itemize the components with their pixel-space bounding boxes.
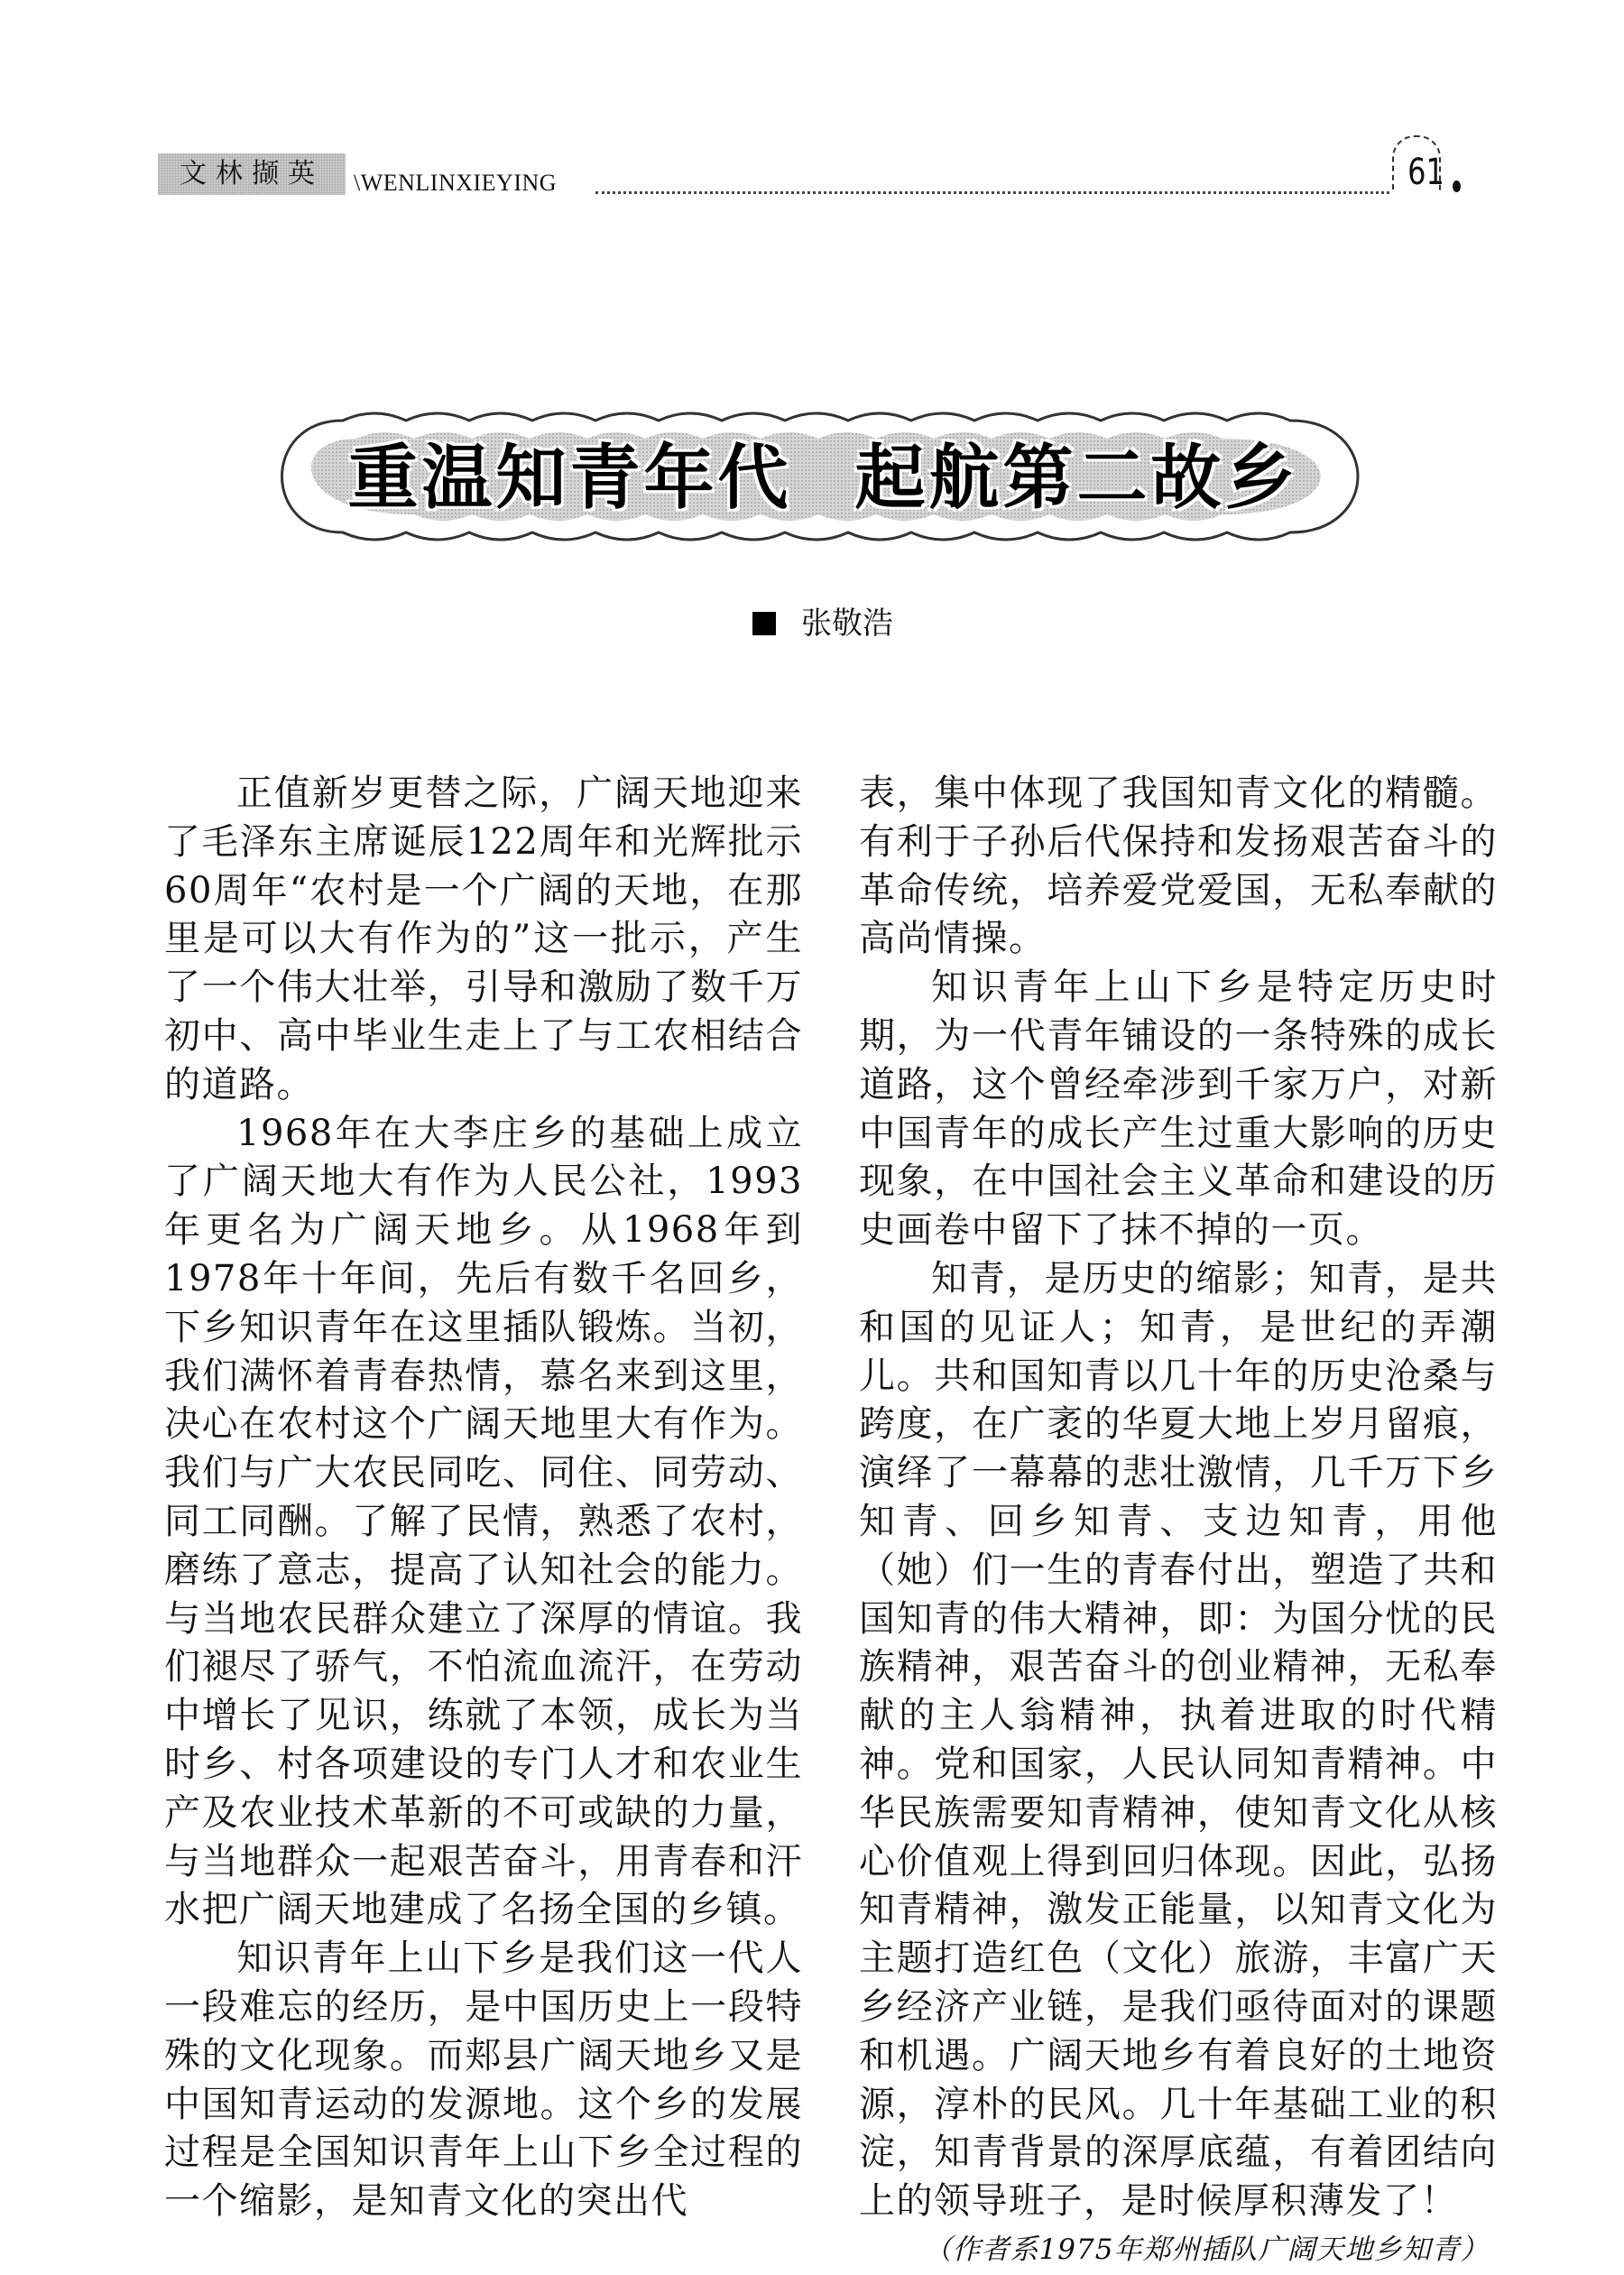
title-part-2: 起航第二故乡 <box>854 438 1299 519</box>
right-column <box>859 770 1498 2275</box>
article-title <box>271 433 1376 523</box>
page-number-dot-decoration <box>1453 180 1461 192</box>
paragraph: 知青，是历史的缩影；知青，是共和国的见证人；知青，是世纪的弄潮儿。共和国知青以几十年的历史沧桑与跨度，在广袤的华夏大地上岁月留痕，演绎了一幕幕的悲壮激情，几千万下乡知青、回乡知青、支边知青，用他（她）们一生的青春付出，塑造了共和国知青的伟大精神，即：为国分忧的民族精神，艰苦奋斗的创业精神，无私奉献的主人翁精神，执着进取的时代精神。党和国家，人民认同知青精神。中华民族需要知青精神，使知青文化从核心价值观上得到回归体现。因此，弘扬知青精神，激发正能量，以知青文化为主题打造红色（文化）旅游，丰富广天乡经济产业链，是我们亟待面对的课题和机遇。广阔天地乡有着良好的土地资源，淳朴的民风。几十年基础工业的积淀，知青背景的深厚底蕴，有着团结向上的领导班子，是时候厚积薄发了！ <box>859 1257 1498 2223</box>
page-number: 61 <box>1407 152 1444 193</box>
left-column <box>164 770 803 2226</box>
section-label-cn: 文林撷英 <box>158 153 346 195</box>
black-square-bullet-icon <box>752 612 776 635</box>
title-part-1: 重温知青年代 <box>347 438 792 519</box>
author-attribution: （作者系1975年郑州插队广阔天地乡知青） <box>923 2233 1490 2266</box>
section-label-en: \WENLINXIEYING <box>354 170 558 196</box>
paragraph: 知识青年上山下乡是我们这一代人一段难忘的经历，是中国历史上一段特殊的文化现象。而郏县广阔天地乡又是中国知青运动的发源地。这个乡的发展过程是全国知识青年上山下乡全过程的一个缩影，是知青文化的突出代 <box>164 1937 803 2223</box>
paragraph: 正值新岁更替之际，广阔天地迎来了毛泽东主席诞辰122周年和光辉批示60周年“农村是一个广阔的天地，在那里是可以大有作为的”这一批示，产生了一个伟大壮举，引导和激励了数千万初中、高中毕业生走上了与工农相结合的道路。 <box>164 772 803 1105</box>
paragraph: 表，集中体现了我国知青文化的精髓。有利于子孙后代保持和发扬艰苦奋斗的革命传统，培养爱党爱国，无私奉献的高尚情操。 <box>859 772 1498 960</box>
header-dotted-rule <box>595 191 1389 194</box>
author-line <box>752 603 893 644</box>
author-name: 张敬浩 <box>801 606 893 642</box>
paragraph: 1968年在大李庄乡的基础上成立了广阔天地大有作为人民公社，1993年更名为广阔天地乡。从1968年到1978年十年间，先后有数千名回乡，下乡知识青年在这里插队锻炼。当初，我们满怀着青春热情，慕名来到这里，决心在农村这个广阔天地里大有作为。我们与广大农民同吃、同住、同劳动、同工同酬。了解了民情，熟悉了农村，磨练了意志，提高了认知社会的能力。与当地农民群众建立了深厚的情谊。我们褪尽了骄气，不怕流血流汗，在劳动中增长了见识，练就了本领，成长为当时乡、村各项建设的专门人才和农业生产及农业技术革新的不可或缺的力量，与当地群众一起艰苦奋斗，用青春和汗水把广阔天地建成了名扬全国的乡镇。 <box>164 1112 803 1931</box>
paragraph: 知识青年上山下乡是特定历史时期，为一代青年铺设的一条特殊的成长道路，这个曾经牵涉到千家万户，对新中国青年的成长产生过重大影响的历史现象，在中国社会主义革命和建设的历史画卷中留下了抹不掉的一页。 <box>859 966 1498 1252</box>
